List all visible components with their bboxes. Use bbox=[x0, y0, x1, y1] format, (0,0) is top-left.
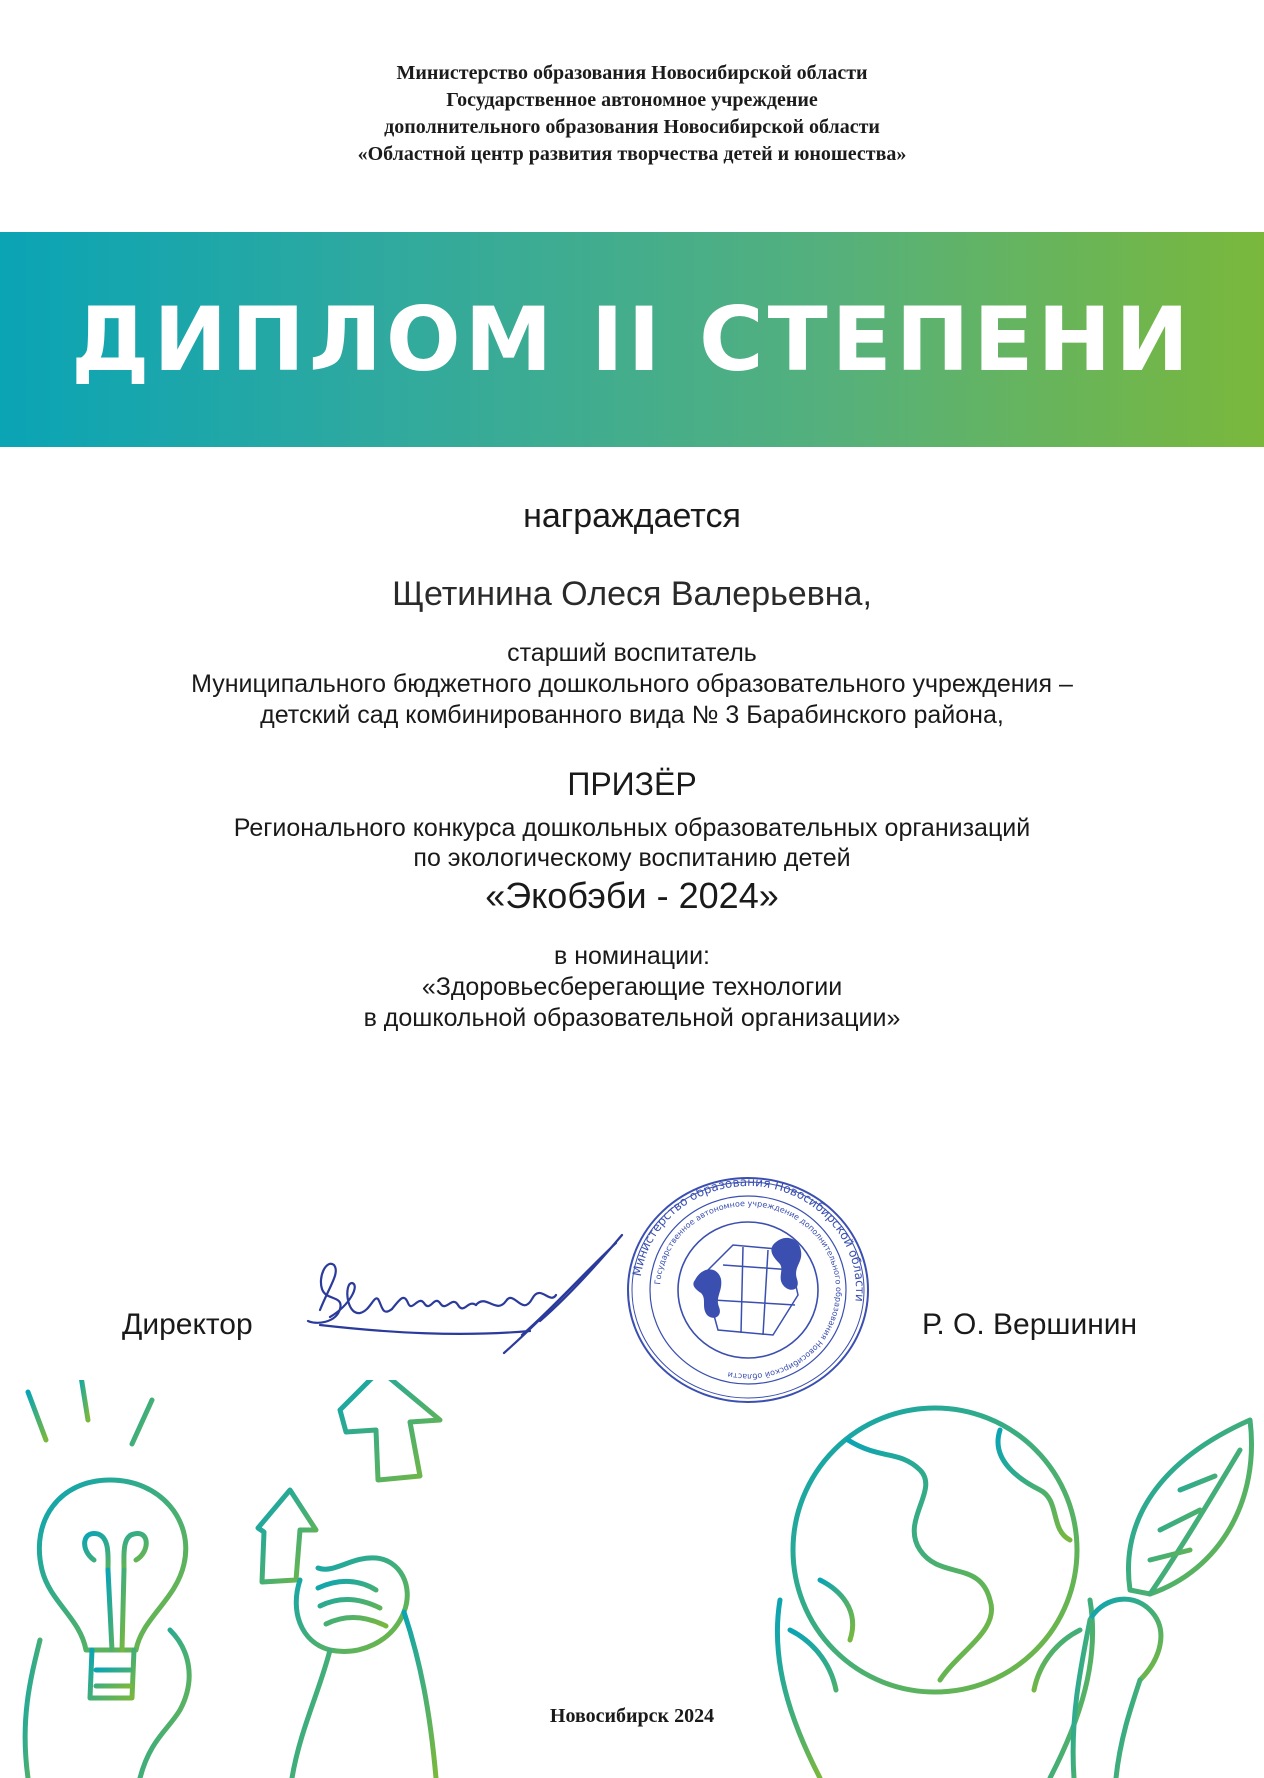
contest-line: по экологическому воспитанию детей bbox=[413, 844, 851, 872]
nomination-line: «Здоровьесберегающие технологии bbox=[421, 973, 843, 1001]
stamp-outer-text: Министерство образования Новосибирской области bbox=[629, 1175, 868, 1303]
title-banner bbox=[0, 232, 1264, 447]
position-line: старший воспитатель bbox=[507, 639, 757, 667]
ministry-line: Министерство образования Новосибирской области bbox=[396, 62, 868, 84]
director-label: Директор bbox=[122, 1308, 253, 1341]
contest-description bbox=[0, 813, 1264, 873]
diploma-title: ДИПЛОМ II СТЕПЕНИ bbox=[71, 288, 1193, 391]
official-stamp bbox=[623, 1175, 873, 1405]
organization-line: Муниципального бюджетного дошкольного образовательного учреждения – bbox=[191, 670, 1073, 698]
awarded-label: награждается bbox=[523, 497, 741, 535]
director-name: Р. О. Вершинин bbox=[922, 1308, 1138, 1341]
nomination-line: в дошкольной образовательной организации» bbox=[363, 1004, 901, 1032]
signature-scribble bbox=[300, 1225, 630, 1375]
institution-line: дополнительного образования Новосибирской области bbox=[384, 116, 880, 138]
contest-line: Регионального конкурса дошкольных образовательных организаций bbox=[233, 814, 1031, 842]
organization-line: детский сад комбинированного вида № 3 Барабинского района, bbox=[260, 701, 1004, 729]
recipient-position bbox=[0, 638, 1264, 731]
contest-name: «Экобэби - 2024» bbox=[485, 875, 779, 916]
recipient-name: Щетинина Олеся Валерьевна, bbox=[392, 575, 872, 613]
footer-city-year: Новосибирск 2024 bbox=[549, 1705, 715, 1727]
institution-type-line: Государственное автономное учреждение bbox=[446, 89, 818, 111]
stamp-inner-text: Государственное автономное учреждение дополнительного образования Новосибирской области bbox=[653, 1198, 844, 1382]
institution-name-line: «Областной центр развития творчества детей и юношества» bbox=[357, 143, 907, 165]
nomination bbox=[0, 941, 1264, 1034]
prize-label: ПРИЗЁР bbox=[567, 766, 697, 802]
nomination-intro: в номинации: bbox=[554, 942, 710, 970]
header bbox=[0, 60, 1264, 168]
